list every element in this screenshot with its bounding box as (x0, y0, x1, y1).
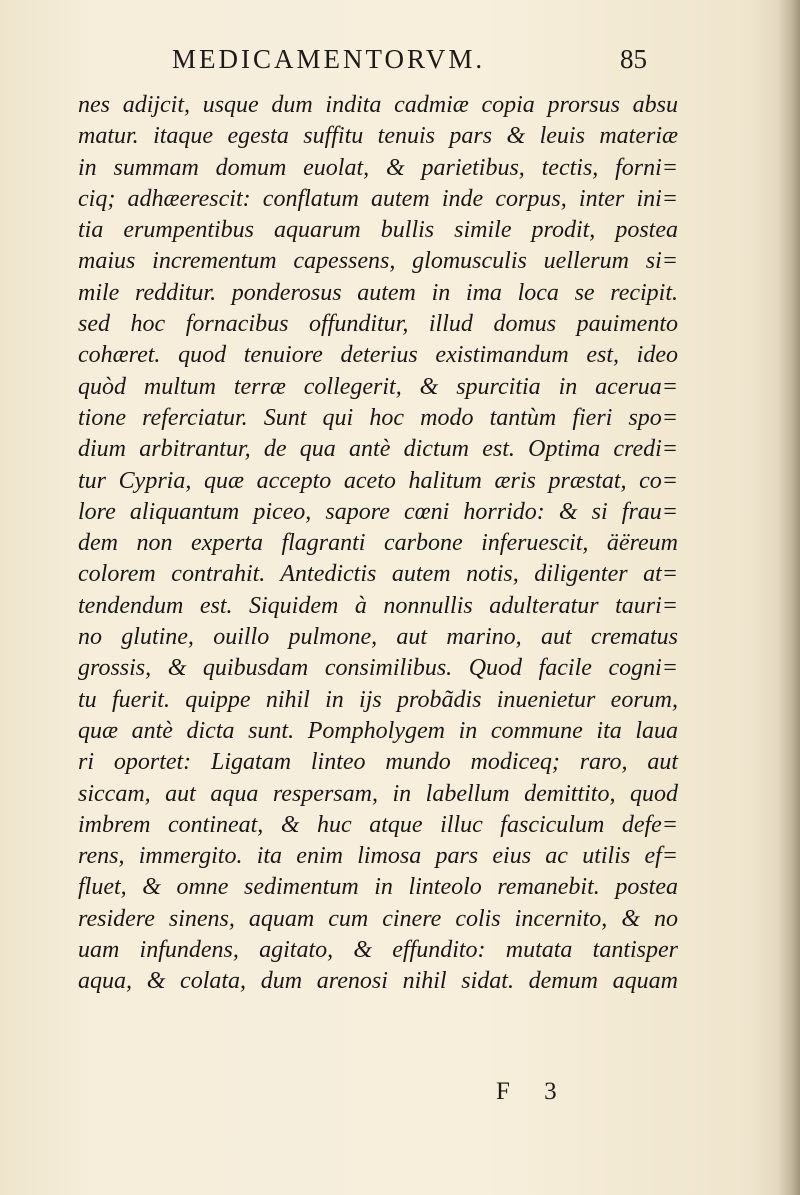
text-line: ciq; adhæerescit: conflatum autem inde corpus, inter ini= (78, 185, 678, 212)
text-line: quòd multum terræ collegerit, & spurcitia in aceruа= (78, 373, 678, 400)
text-line: ri oportet: Ligatam linteo mundo modiceq; raro, aut (78, 749, 678, 776)
text-line: mile redditur. ponderosus autem in ima loca se recipit. (78, 279, 678, 306)
text-line: in summam domum euolat, & parietibus, tectis, forni= (78, 154, 678, 181)
text-line: cohæret. quod tenuiore deterius existimandum est, ideo (78, 342, 678, 369)
text-line: dium arbitrantur, de qua antè dictum est. Optima credi= (78, 436, 678, 463)
text-line: tur Cypria, quæ accepto aceto halitum æris præstat, co= (78, 467, 678, 494)
text-line: aqua, & colata, dum arenosi nihil sidat. demum aquam (78, 968, 678, 995)
text-line: quæ antè dicta sunt. Pompholygem in commune ita laua (78, 717, 678, 744)
text-line: fluet, & omne sedimentum in linteolo remanebit. postea (78, 874, 678, 901)
signature-mark: F 3 (496, 1078, 571, 1105)
text-line: tione referciatur. Sunt qui hoc modo tantùm fieri spo= (78, 404, 678, 431)
text-line: grossis, & quibusdam consimilibus. Quod facile cogni= (78, 655, 678, 682)
text-line: residere sinens, aquam cum cinere colis incernito, & no (78, 905, 678, 932)
text-line: tu fuerit. quippe nihil in ijs probãdis inuenietur eorum, (78, 686, 678, 713)
text-line: uam infundens, agitato, & effundito: mutata tantisper (78, 937, 678, 964)
text-line: rens, immergito. ita enim limosa pars eius ac utilis ef= (78, 843, 678, 870)
text-line: imbrem contineat, & huc atque illuc fasciculum defe= (78, 811, 678, 838)
running-head: MEDICAMENTORVM. (172, 44, 486, 74)
text-line: tia erumpentibus aquarum bullis simile prodit, postea (78, 217, 678, 244)
text-line: matur. itaque egesta suffitu tenuis pars & leuis materiæ (78, 123, 678, 150)
text-line: sed hoc fornacibus offunditur, illud domus pauimento (78, 311, 678, 338)
text-line: lore aliquantum piceo, sapore cœni horrido: & si frau= (78, 498, 678, 525)
page-number: 85 (620, 44, 647, 74)
text-line: siccam, aut aqua respersam, in labellum demittito, quod (78, 780, 678, 807)
text-line: colorem contrahit. Antedictis autem notis, diligenter at= (78, 561, 678, 588)
text-line: dem non experta flagranti carbone inferuescit, äëreum (78, 530, 678, 557)
body-text (78, 90, 678, 998)
text-line: no glutine, ouillo pulmone, aut marino, aut crematus (78, 624, 678, 651)
page-header (150, 44, 670, 88)
text-line: tendendum est. Siquidem à nonnullis adulteratur tauri= (78, 592, 678, 619)
page-edge-shadow (778, 0, 800, 1195)
text-line: nes adijcit, usque dum indita cadmiæ copia prorsus absu (78, 92, 678, 118)
text-line: maius incrementum capessens, glomusculis uellerum si= (78, 248, 678, 275)
